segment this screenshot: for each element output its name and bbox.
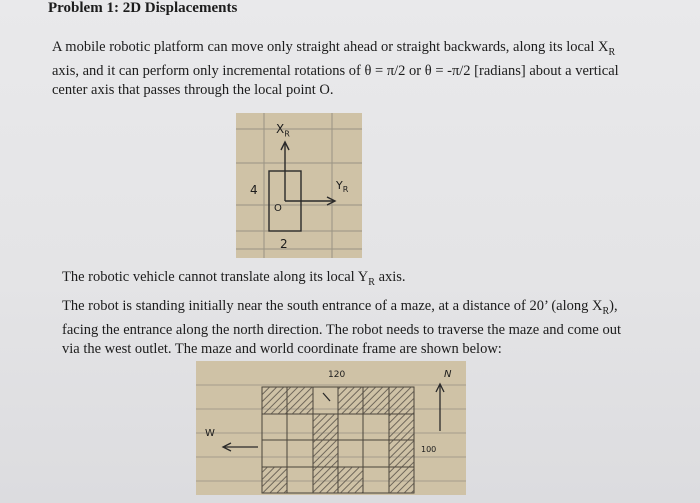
scenario-paragraph: The robot is standing initially near the south entrance of a maze, at a distance of 20’ (along $X_R$), facing the entrance along the north direction. The robot needs to traverse the maze and come out via the west outlet. The maze and world coordinate frame are shown below: bbox=[62, 298, 621, 357]
problem-title: Problem 1: 2D Displacements bbox=[48, 0, 238, 16]
robot-origin-label: O bbox=[274, 203, 282, 214]
robot-width-label: 2 bbox=[280, 237, 288, 251]
robot-x-label: $X_R$ bbox=[276, 122, 290, 139]
maze-top-label: 120 bbox=[328, 370, 346, 380]
maze-side-label: 100 bbox=[421, 445, 437, 454]
north-label: N bbox=[444, 369, 452, 380]
maze-diagram bbox=[196, 361, 466, 495]
west-label: W bbox=[205, 428, 215, 439]
intro-paragraph: A mobile robotic platform can move only straight ahead or straight backwards, along its local $X_R$ axis, and it can perform only incremental rotations of θ = π/2 or θ = -π/2 [radians] about a vertical center axis that passes through the local point O. bbox=[52, 39, 619, 98]
robot-diagram bbox=[236, 113, 362, 258]
constraint-text: The robotic vehicle cannot translate along its local $Y_R$ axis. bbox=[62, 269, 406, 288]
robot-y-label: $Y_R$ bbox=[336, 179, 349, 195]
robot-length-label: 4 bbox=[250, 183, 258, 197]
